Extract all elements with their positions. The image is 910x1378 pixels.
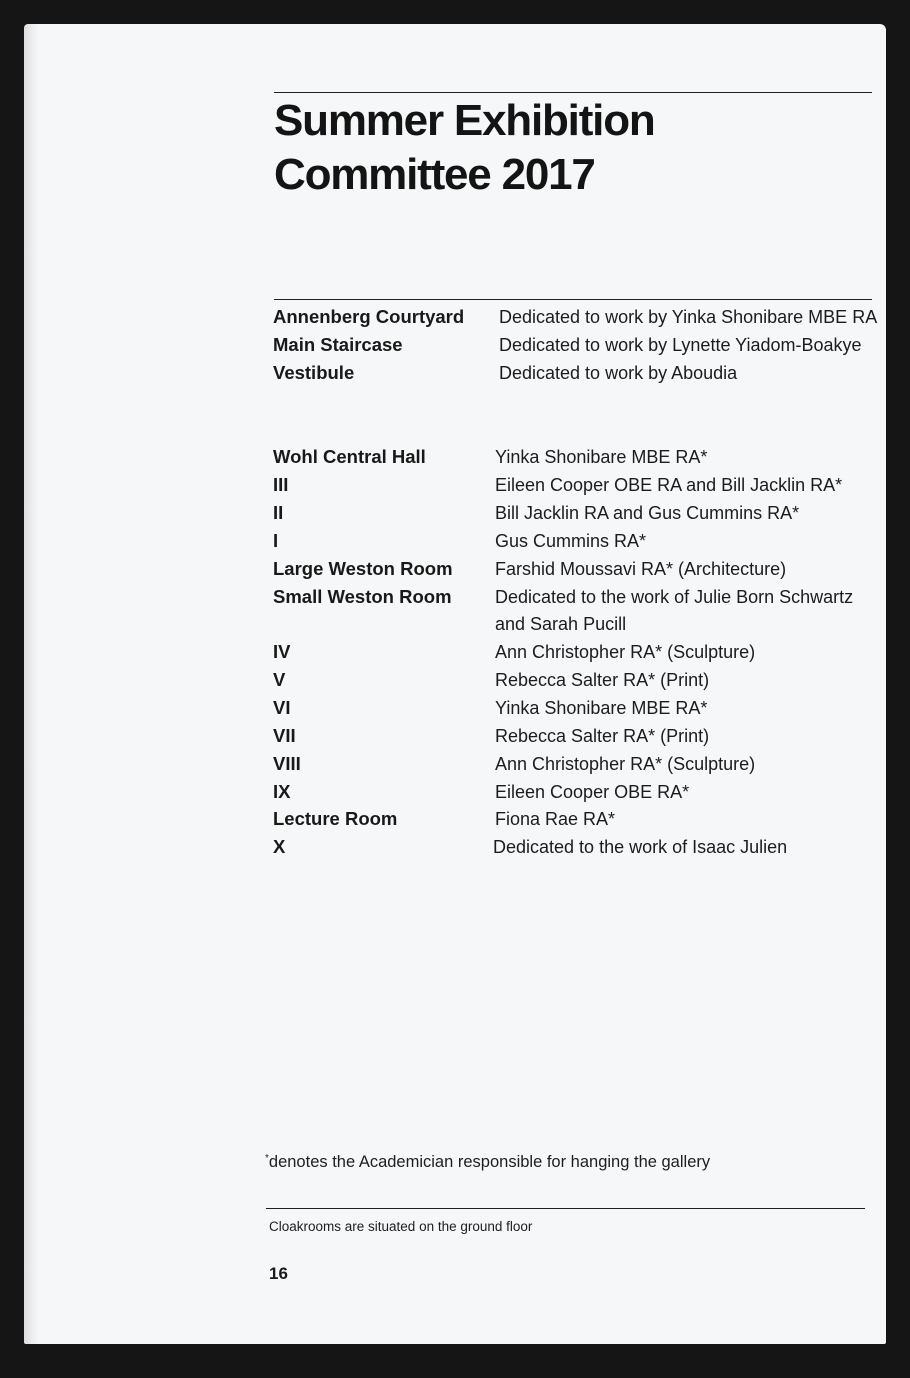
room-small-weston: Small Weston Room (273, 586, 452, 607)
page-title (274, 94, 655, 202)
desc-wohl-central-hall: Yinka Shonibare MBE RA* (495, 447, 708, 467)
desc-small-weston: Dedicated to the work of Julie Born Schwartz (495, 587, 854, 607)
desc-ix: Eileen Cooper OBE RA* (495, 782, 690, 802)
room-ix: IX (273, 781, 291, 802)
page-number: 16 (269, 1264, 288, 1283)
room-wohl-central-hall: Wohl Central Hall (273, 446, 426, 467)
desc-iv: Ann Christopher RA* (Sculpture) (495, 642, 756, 662)
desc-i: Gus Cummins RA* (495, 531, 647, 551)
room-ii: II (273, 502, 284, 523)
footnote-text: denotes the Academician responsible for hanging the gallery (268, 1153, 711, 1171)
asterisk-mark: * (265, 1153, 269, 1164)
desc-v: Rebecca Salter RA* (Print) (495, 670, 710, 690)
footnote (265, 1153, 710, 1172)
desc-main-staircase: Dedicated to work by Lynette Yiadom-Boakye (499, 335, 862, 355)
desc-large-weston: Farshid Moussavi RA* (Architecture) (495, 559, 787, 579)
desc-annenberg-courtyard: Dedicated to work by Yinka Shonibare MBE RA (499, 307, 878, 327)
room-i: I (273, 530, 279, 551)
room-iii: III (273, 474, 289, 495)
room-v: V (273, 669, 286, 690)
desc-iii: Eileen Cooper OBE RA and Bill Jacklin RA* (495, 475, 843, 495)
desc-lecture-room: Fiona Rae RA* (495, 809, 616, 829)
room-lecture-room: Lecture Room (273, 808, 398, 829)
room-iv: IV (273, 641, 291, 662)
room-vestibule: Vestibule (273, 362, 355, 383)
room-main-staircase: Main Staircase (273, 334, 403, 355)
desc-viii: Ann Christopher RA* (Sculpture) (495, 754, 756, 774)
room-x: X (273, 836, 286, 857)
desc-x: Dedicated to the work of Isaac Julien (493, 837, 788, 857)
footer-rule (266, 1208, 865, 1209)
page-sheet (24, 24, 886, 1344)
desc-vi: Yinka Shonibare MBE RA* (495, 698, 708, 718)
top-rule (274, 92, 872, 93)
room-viii: VIII (273, 753, 301, 774)
title-line-2: Committee 2017 (274, 150, 595, 199)
desc-small-weston-cont: and Sarah Pucill (495, 614, 627, 634)
page-binding-shadow (24, 24, 38, 1344)
room-large-weston: Large Weston Room (273, 558, 453, 579)
title-line-1: Summer Exhibition (274, 96, 655, 145)
room-vii: VII (273, 725, 296, 746)
cloakroom-note: Cloakrooms are situated on the ground floor (269, 1219, 533, 1234)
desc-vestibule: Dedicated to work by Aboudia (499, 363, 738, 383)
room-vi: VI (273, 697, 291, 718)
section-rule (274, 299, 872, 300)
room-annenberg-courtyard: Annenberg Courtyard (273, 306, 465, 327)
desc-ii: Bill Jacklin RA and Gus Cummins RA* (495, 503, 800, 523)
desc-vii: Rebecca Salter RA* (Print) (495, 726, 710, 746)
